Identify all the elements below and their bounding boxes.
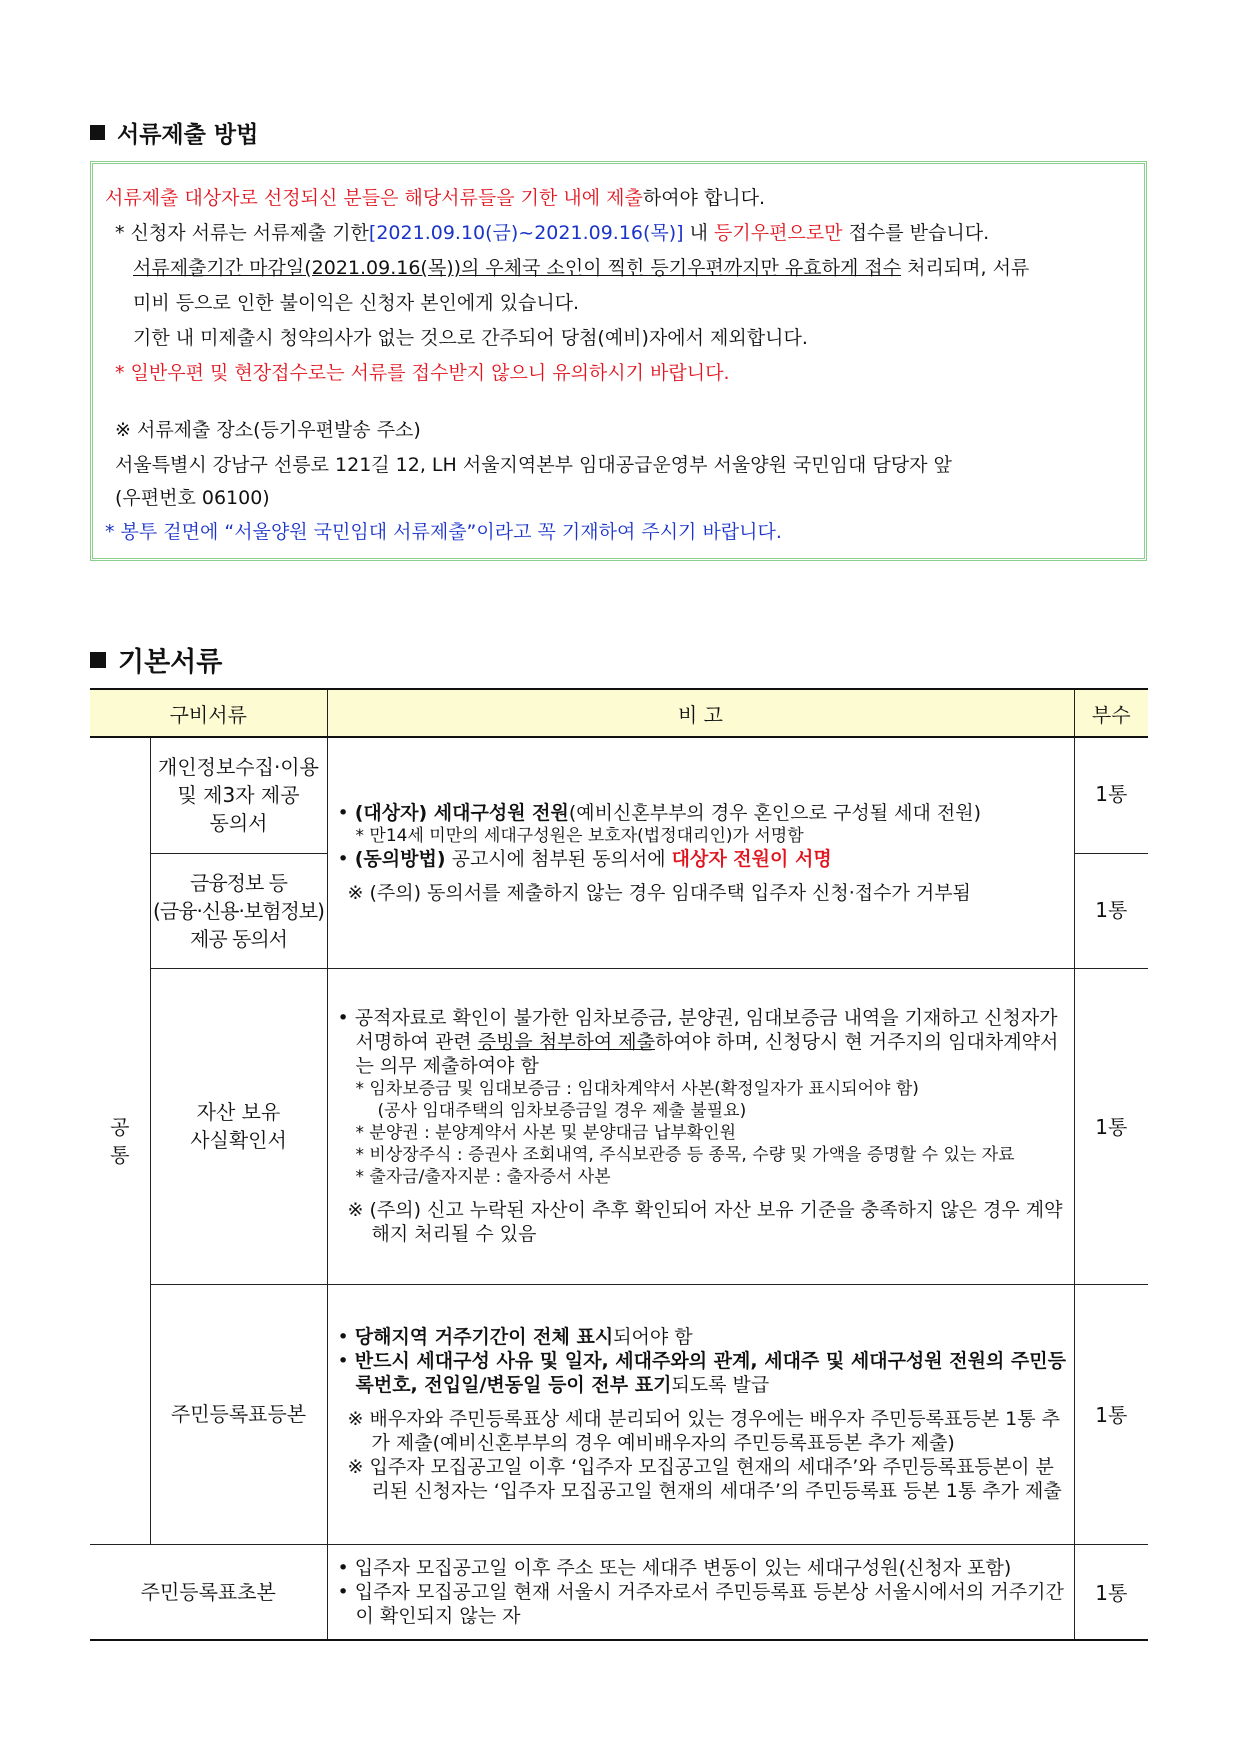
list-item: • 당해지역 거주기간이 전체 표시되어야 함: [337, 1326, 693, 1348]
notice-line-3: [133, 256, 1029, 280]
doc-name-asset-confirmation: 자산 보유 사실확인서: [150, 968, 327, 1284]
notice-text: 접수를 받습니다.: [842, 222, 990, 244]
list-item: • 입주자 모집공고일 현재 서울시 거주자로서 주민등록표 등본상 서울시에서의 거주기간이 확인되지 않는 자: [337, 1580, 1064, 1627]
list-item: • 입주자 모집공고일 이후 주소 또는 세대주 변동이 있는 세대구성원(신청자 포함): [337, 1556, 1012, 1579]
notice-line-8: 서울특별시 강남구 선릉로 121길 12, LH 서울지역본부 임대공급운영부 서울양원 국민임대 담당자 앞: [115, 454, 952, 476]
basic-documents-table: [90, 688, 1148, 1641]
count-cell: 1통: [1074, 853, 1148, 968]
caution-note: ※ (주의) 신고 누락된 자산이 추후 확인되어 자산 보유 기준을 충족하지 않은 경우 계약 해지 처리될 수 있음: [347, 1199, 1063, 1245]
section-title-text: 기본서류: [118, 647, 223, 678]
section-title-text: 서류제출 방법: [117, 122, 259, 148]
count-cell: 1통: [1074, 1544, 1148, 1640]
notice-line-9: (우편번호 06100): [115, 487, 270, 509]
remark-asset: [327, 968, 1074, 1284]
remark-consent: [327, 737, 1074, 968]
notice-text: 내: [683, 222, 715, 244]
count-cell: 1통: [1074, 1284, 1148, 1544]
group-common-label: 공 통: [90, 737, 150, 1544]
table-row: [90, 737, 1148, 853]
header-remark: 비 고: [327, 689, 1074, 737]
notice-deadline-text: 서류제출 대상자로 선정되신 분들은 해당서류들을 기한 내에 제출: [105, 187, 643, 209]
remark-abstract: [327, 1544, 1074, 1640]
notice-text: * 신청자 서류는 서류제출 기한: [115, 222, 369, 244]
notice-line-6: * 일반우편 및 현장접수로는 서류를 접수받지 않으니 유의하시기 바랍니다.: [115, 362, 730, 384]
list-item: • (동의방법) 공고시에 첨부된 동의서에 대상자 전원이 서명: [337, 847, 832, 870]
table-row: [90, 1284, 1148, 1544]
notice-line-2: [115, 221, 989, 245]
notice-line-1: [105, 186, 765, 210]
notice-line-7: ※ 서류제출 장소(등기우편발송 주소): [115, 419, 421, 441]
section-title-submission-method: [90, 116, 258, 149]
list-item: * 만14세 미만의 세대구성원은 보호자(법정대리인)가 서명함: [355, 825, 804, 846]
table-row: [90, 1544, 1148, 1640]
doc-name-resident-abstract: 주민등록표초본: [90, 1544, 327, 1640]
header-count: 부수: [1074, 689, 1148, 737]
list-item: * 출자금/출자지분 : 출자증서 사본: [355, 1167, 611, 1187]
notice-underlined-text: 서류제출기간 마감일(2021.09.16(목))의 우체국 소인이 찍힌 등기우편까지만 유효하게 접수: [133, 257, 902, 279]
list-item: • (대상자) 세대구성원 전원(예비신혼부부의 경우 혼인으로 구성될 세대 전원): [337, 801, 981, 824]
square-bullet-icon: [90, 125, 105, 140]
notice-date-range: [2021.09.10(금)~2021.09.16(목)]: [368, 222, 684, 244]
doc-name-financial-info-consent: 금융정보 등 (금융·신용·보험정보) 제공 동의서: [150, 853, 327, 968]
section-title-basic-docs: [90, 640, 222, 679]
list-item: * 임차보증금 및 임대보증금 : 임대차계약서 사본(확정일자가 표시되어야 함): [355, 1079, 919, 1099]
notice-text: 처리되며, 서류: [901, 257, 1030, 279]
count-cell: 1통: [1074, 968, 1148, 1284]
doc-name-personal-info-consent: 개인정보수집·이용 및 제3자 제공 동의서: [150, 737, 327, 853]
square-bullet-icon: [90, 652, 106, 668]
notice-deadline-tail: 하여야 합니다.: [642, 187, 766, 209]
list-item: • 공적자료로 확인이 불가한 임차보증금, 분양권, 임대보증금 내역을 기재하고 신청자가 서명하여 관련 증빙을 첨부하여 제출하여야 하며, 신청당시 현 거주지의 임대차계약서는 의무 제출하여야 함: [337, 1007, 1059, 1077]
list-item: * 비상장주식 : 증권사 조회내역, 주식보관증 등 종목, 수량 및 가액을 증명할 수 있는 자료: [355, 1145, 1015, 1165]
notice-line-5: 기한 내 미제출시 청약의사가 없는 것으로 간주되어 당첨(예비)자에서 제외합니다.: [133, 327, 808, 349]
submission-notice-box: [90, 161, 1147, 561]
notice-line-10: * 봉투 겉면에 “서울양원 국민임대 서류제출”이라고 꼭 기재하여 주시기 바랍니다.: [105, 521, 782, 543]
caution-note: ※ 입주자 모집공고일 이후 ‘입주자 모집공고일 현재의 세대주’와 주민등록표등본이 분리된 신청자는 ‘입주자 모집공고일 현재의 세대주’의 주민등록표 등본 1통 추가 제출: [347, 1456, 1062, 1502]
list-item: • 반드시 세대구성 사유 및 일자, 세대주와의 관계, 세대주 및 세대구성원 전원의 주민등록번호, 전입일/변동일 등이 전부 표기되도록 발급: [337, 1350, 1066, 1396]
list-item: * 분양권 : 분양계약서 사본 및 분양대금 납부확인원: [355, 1123, 736, 1143]
count-cell: 1통: [1074, 737, 1148, 853]
caution-note: ※ 배우자와 주민등록표상 세대 분리되어 있는 경우에는 배우자 주민등록표등본 1통 추가 제출(예비신혼부부의 경우 예비배우자의 주민등록표등본 추가 제출): [347, 1408, 1060, 1454]
notice-registered-mail: 등기우편으로만: [714, 222, 843, 244]
header-doc: 구비서류: [90, 689, 327, 737]
list-item: (공사 임대주택의 임차보증금일 경우 제출 불필요): [377, 1101, 747, 1121]
caution-note: ※ (주의) 동의서를 제출하지 않는 경우 임대주택 입주자 신청·접수가 거부됨: [347, 881, 971, 904]
notice-line-4: 미비 등으로 인한 불이익은 신청자 본인에게 있습니다.: [133, 292, 580, 314]
doc-name-resident-registration: 주민등록표등본: [150, 1284, 327, 1544]
table-row: [90, 968, 1148, 1284]
remark-resident: [327, 1284, 1074, 1544]
table-header-row: [90, 689, 1148, 737]
